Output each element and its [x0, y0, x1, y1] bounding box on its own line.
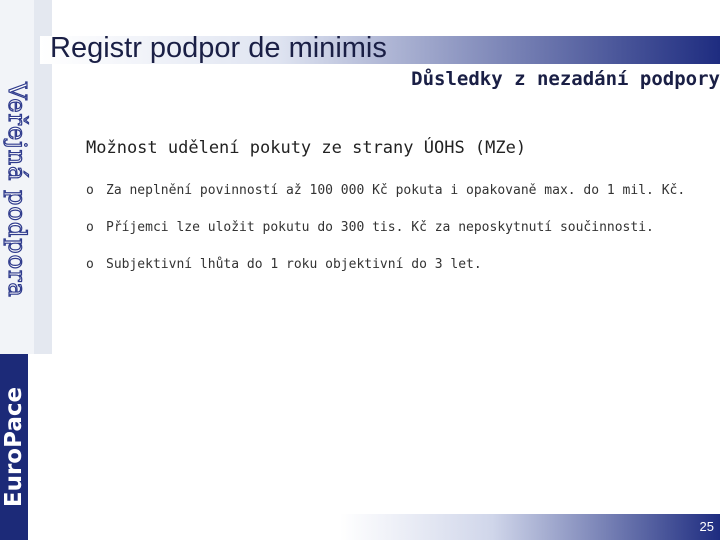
bullet-item: [86, 180, 686, 201]
slide-subtitle: Důsledky z nezadání podpory: [411, 68, 720, 90]
bullet-text: Subjektivní lhůta do 1 roku objektivní do 3 let.: [106, 257, 482, 272]
footer-strip: [340, 514, 720, 540]
sidebar-vertical-label: Veřejná podpora: [3, 82, 31, 298]
logo-text: EuroPace: [1, 386, 27, 508]
bullet-marker: o: [86, 257, 94, 272]
page-number: 25: [699, 519, 714, 534]
bullet-marker: o: [86, 183, 94, 198]
section-heading: Možnost udělení pokuty ze strany ÚOHS (MZe): [86, 138, 527, 158]
bullet-marker: o: [86, 220, 94, 235]
europace-logo: [0, 354, 28, 540]
slide-title: Registr podpor de minimis: [50, 32, 387, 64]
bullet-item: [86, 254, 686, 275]
bullet-text: Příjemci lze uložit pokutu do 300 tis. Kč za neposkytnutí součinnosti.: [106, 220, 654, 235]
sidebar-vertical-text: [4, 30, 30, 350]
bullet-item: [86, 217, 686, 238]
bullet-list: [86, 180, 686, 291]
bullet-text: Za neplnění povinností až 100 000 Kč pokuta i opakovaně max. do 1 mil. Kč.: [106, 183, 686, 198]
